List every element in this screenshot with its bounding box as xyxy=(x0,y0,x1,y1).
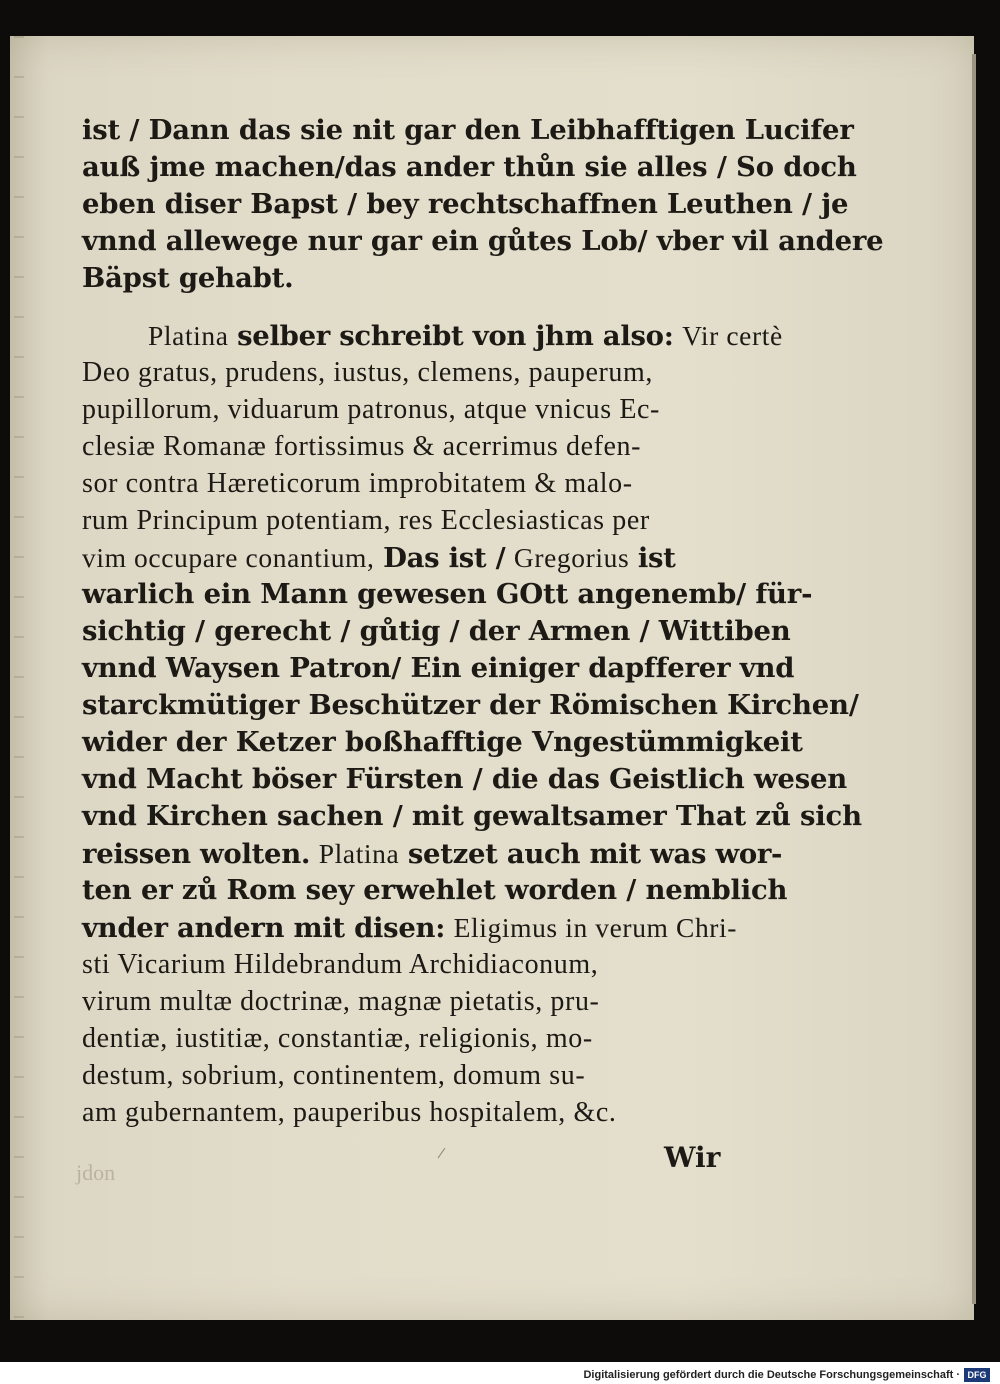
footer-credit: Digitalisierung gefördert durch die Deutsche Forschungsgemeinschaft · xyxy=(583,1369,960,1381)
text-line: sichtig / gerecht / gůtig / der Armen / Wittiben xyxy=(82,615,791,647)
latin-phrase: Eligimus in verum Chri- xyxy=(453,912,738,943)
text-line: rum Principum potentiam, res Ecclesiasticas per xyxy=(82,505,650,536)
text-line: dentiæ, iustitiæ, constantiæ, religionis, mo- xyxy=(82,1023,593,1054)
text-line: virum multæ doctrinæ, magnæ pietatis, pru- xyxy=(82,986,600,1017)
paragraph-gap xyxy=(82,297,742,317)
text-line: eben diser Bapst / bey rechtschaffnen Leuthen / je xyxy=(82,188,849,220)
text-line: am gubernantem, pauperibus hospitalem, &c. xyxy=(82,1097,617,1128)
page-edge xyxy=(972,54,976,1304)
fraktur-phrase: Das ist / xyxy=(383,542,506,574)
text-line: wider der Ketzer boßhafftige Vngestümmigkeit xyxy=(82,726,803,758)
fraktur-phrase: reissen wolten. xyxy=(82,838,311,870)
text-line: ist / Dann das sie nit gar den Leibhafftigen Lucifer xyxy=(82,114,854,146)
faint-bleed-through: jdon xyxy=(76,1160,116,1185)
fraktur-phrase: selber schreibt von jhm also: xyxy=(237,320,674,352)
text-line: starckmütiger Beschützer der Römischen Kirchen/ xyxy=(82,689,859,721)
text-line: vnd Kirchen sachen / mit gewaltsamer That zů sich xyxy=(82,800,862,832)
text-line xyxy=(82,835,783,872)
text-line: sti Vicarium Hildebrandum Archidiaconum, xyxy=(82,949,599,980)
text-line: Deo gratus, prudens, iustus, clemens, pauperum, xyxy=(82,357,653,388)
text-line: vnd Macht böser Fürsten / die das Geistlich wesen xyxy=(82,763,848,795)
text-line: auß jme machen/das ander thůn sie alles / So doch xyxy=(82,151,857,183)
text-line: clesiæ Romanæ fortissimus & acerrimus defen- xyxy=(82,431,642,462)
text-line: vnnd allewege nur gar ein gůtes Lob/ vber vil andere xyxy=(82,225,884,257)
text-line: destum, sobrium, continentem, domum su- xyxy=(82,1060,586,1091)
text-line: Bäpst gehabt. xyxy=(82,262,294,294)
text-line xyxy=(82,539,742,576)
fraktur-word: ist xyxy=(637,542,676,574)
latin-word: Platina xyxy=(148,320,229,351)
latin-word: Gregorius xyxy=(513,542,630,573)
latin-word: Platina xyxy=(318,838,400,869)
latin-phrase: vim occupare conantium, xyxy=(82,542,375,573)
footer-bar xyxy=(0,1366,1000,1384)
latin-phrase: Vir certè xyxy=(682,320,783,351)
text-line: pupillorum, viduarum patronus, atque vnicus Ec- xyxy=(82,394,660,425)
dfg-logo-icon: DFG xyxy=(964,1368,990,1382)
fraktur-phrase: vnder andern mit disen: xyxy=(82,912,446,944)
page-text xyxy=(82,112,884,1131)
text-line: sor contra Hæreticorum improbitatem & malo- xyxy=(82,468,633,499)
gutter-marks xyxy=(14,36,24,1320)
text-line xyxy=(82,317,783,354)
text-line xyxy=(82,909,742,946)
text-line: vnnd Waysen Patron/ Ein einiger dapfferer vnd xyxy=(82,652,795,684)
text-line: ten er zů Rom sey erwehlet worden / nemblich xyxy=(82,874,788,906)
text-line: warlich ein Mann gewesen GOtt angenemb/ für- xyxy=(82,578,813,610)
catchword: Wir xyxy=(664,1141,721,1174)
fraktur-phrase: setzet auch mit was wor- xyxy=(407,838,783,870)
